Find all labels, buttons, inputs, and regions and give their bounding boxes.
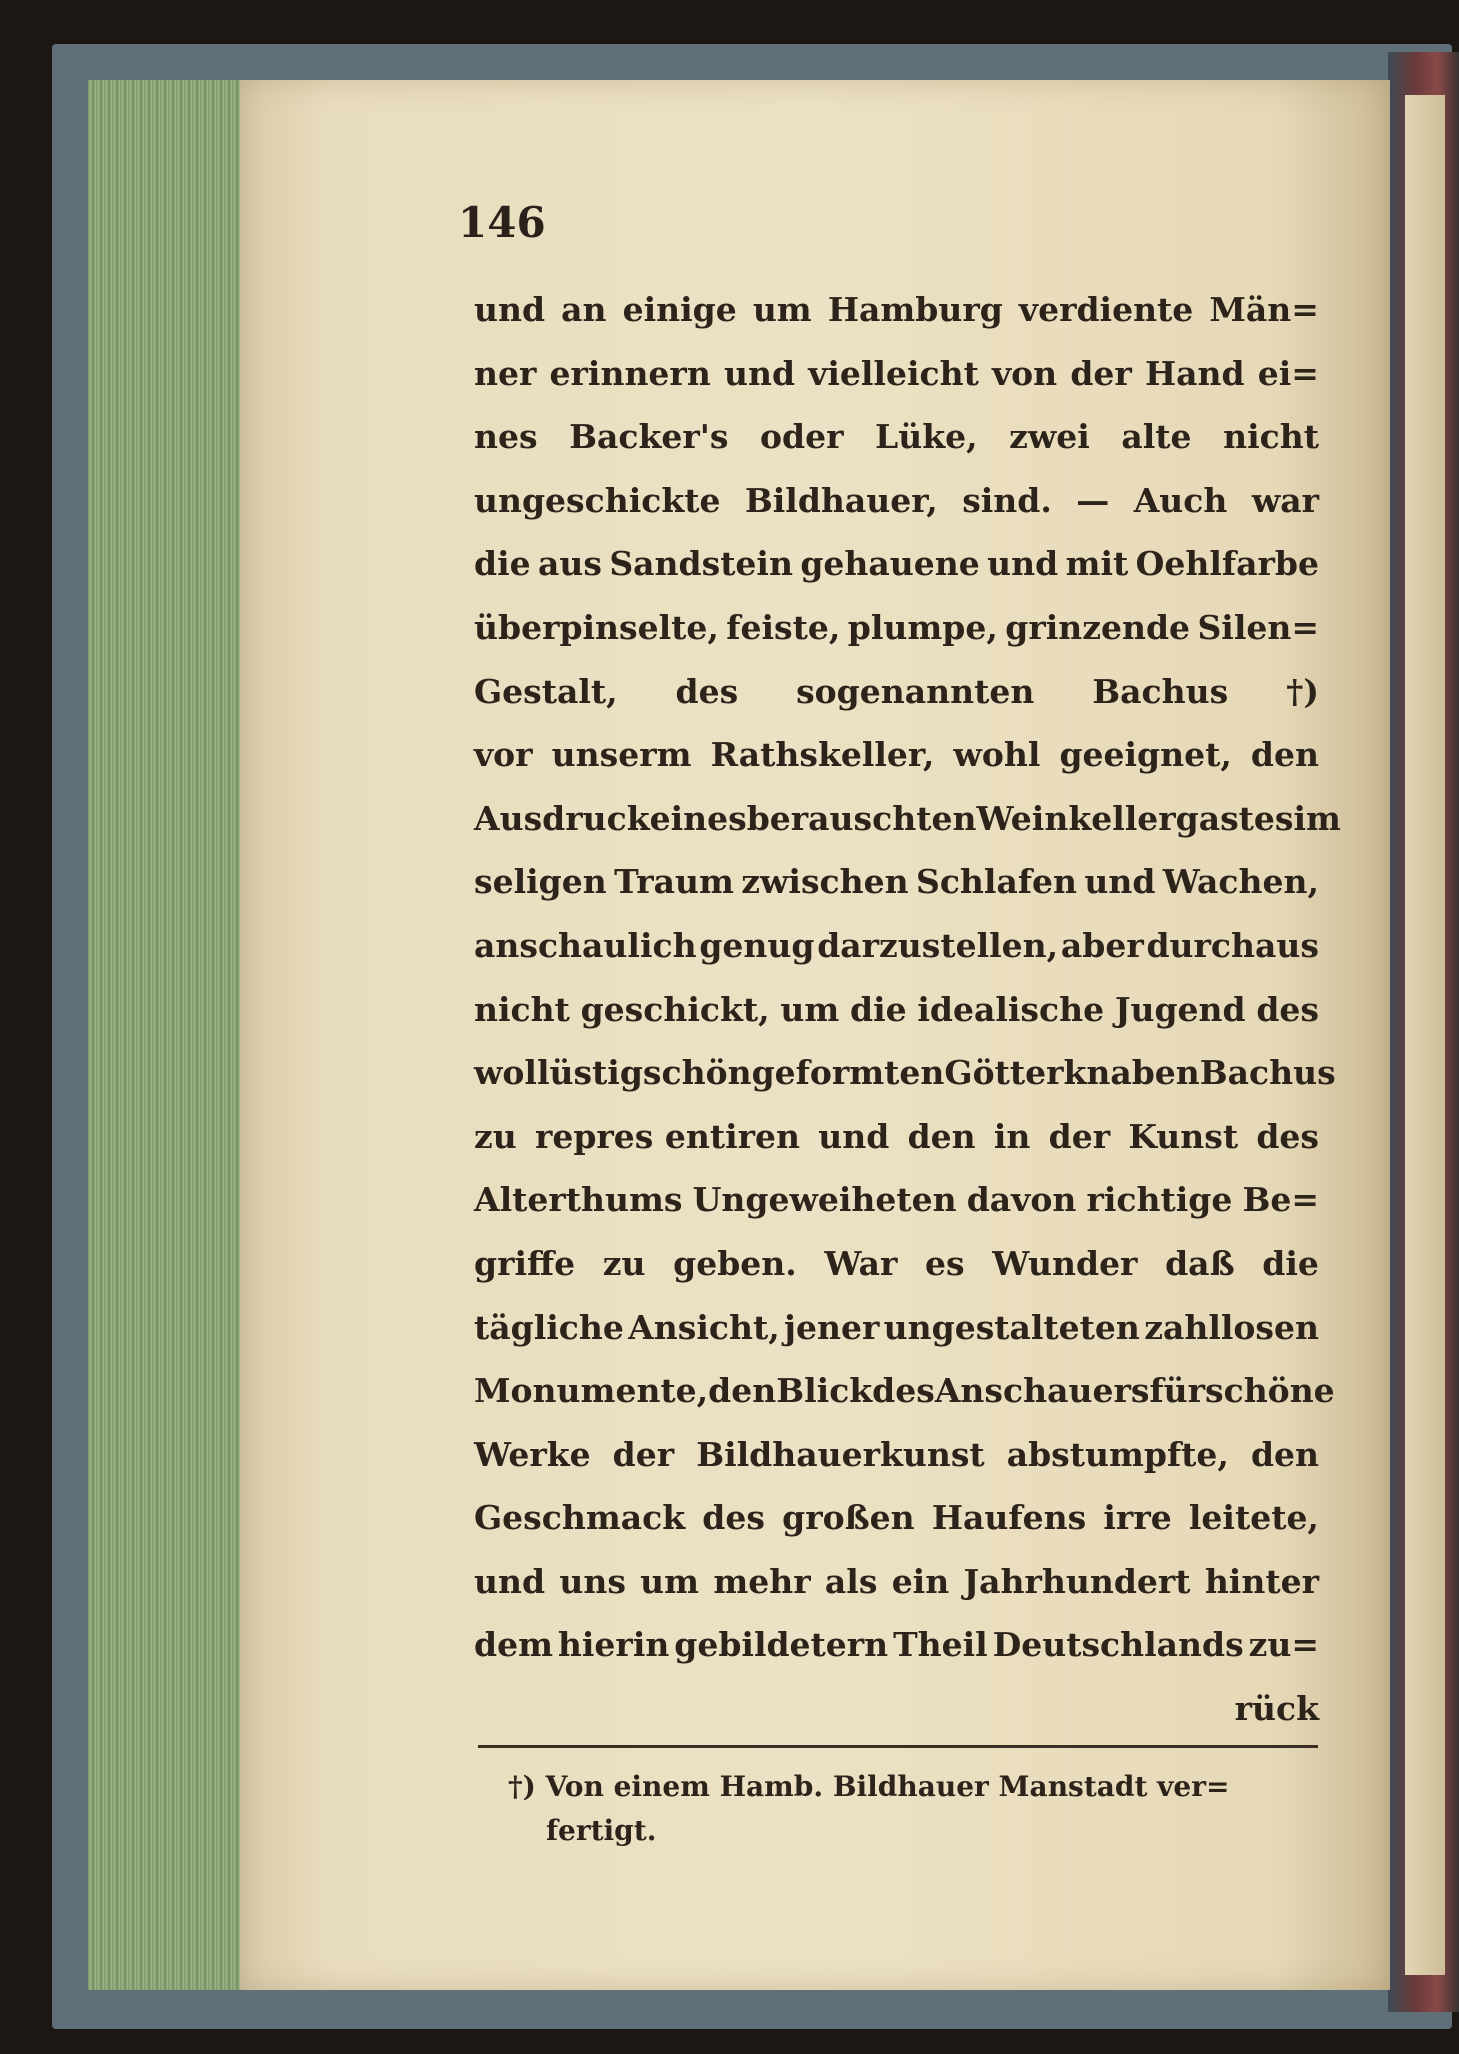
word: Silen= xyxy=(1197,607,1319,647)
word: des xyxy=(1256,1116,1319,1156)
word: Bachus xyxy=(1199,1053,1336,1093)
word: nicht xyxy=(1223,417,1319,457)
word: Blick xyxy=(776,1371,873,1411)
word: überpinselte, xyxy=(474,607,719,647)
word: Män= xyxy=(1209,290,1319,329)
word: geformten xyxy=(751,1053,945,1093)
word: die xyxy=(1262,1243,1319,1283)
catchword-text: rück xyxy=(1234,1689,1319,1729)
word: war xyxy=(1251,480,1319,520)
word: alte xyxy=(1121,417,1192,457)
word: oder xyxy=(760,417,844,457)
word: und xyxy=(987,544,1059,584)
word: vor xyxy=(474,735,533,775)
word: großen xyxy=(782,1498,915,1538)
word: geschickt, xyxy=(580,989,770,1029)
text-line xyxy=(474,608,1319,672)
word: Weinkellergastes xyxy=(976,798,1294,838)
word: Ansicht, xyxy=(628,1307,780,1347)
word: hinter xyxy=(1204,1561,1319,1601)
word: Theil xyxy=(893,1625,988,1665)
word: des xyxy=(872,1371,935,1411)
word: Sandstein xyxy=(609,544,793,584)
word: davon xyxy=(966,1180,1077,1220)
word: eines xyxy=(649,798,747,838)
word: — xyxy=(1076,480,1110,520)
word: anschaulich xyxy=(474,925,697,965)
word: um xyxy=(640,1561,700,1601)
word: den xyxy=(1250,735,1319,775)
word: gebildetern xyxy=(674,1625,889,1665)
word: feiste, xyxy=(726,607,841,647)
word: Haufens xyxy=(931,1498,1087,1538)
word: hierin xyxy=(557,1625,670,1665)
word: uns xyxy=(559,1561,626,1601)
text-line xyxy=(474,544,1319,608)
footnote-line: †) Von einem Hamb. Bildhauer Manstadt ver= xyxy=(508,1770,1230,1803)
word: schöne xyxy=(1205,1371,1335,1411)
word: grinzende xyxy=(1005,607,1191,647)
text-line xyxy=(474,735,1319,799)
text-line xyxy=(474,481,1319,545)
word: und xyxy=(818,1116,890,1156)
word: es xyxy=(925,1243,965,1283)
word: des xyxy=(702,1498,765,1538)
word: Wunder xyxy=(992,1243,1138,1283)
text-line xyxy=(474,672,1319,736)
word: und xyxy=(474,290,546,329)
word: Backer's xyxy=(569,417,729,457)
word: Geschmack xyxy=(474,1498,686,1538)
word: und xyxy=(1084,862,1156,902)
word: wohl xyxy=(953,735,1041,775)
word: leitete, xyxy=(1188,1498,1319,1538)
page-number: 146 xyxy=(458,198,546,247)
text-line xyxy=(474,1371,1335,1435)
word: von xyxy=(991,353,1058,393)
word: berauschten xyxy=(746,798,977,838)
word: zu xyxy=(602,1243,646,1283)
word: Auch xyxy=(1133,480,1228,520)
word: †) xyxy=(1286,671,1319,711)
word: vielleicht xyxy=(808,353,979,393)
facing-page-edge xyxy=(1405,95,1445,1975)
text-line xyxy=(474,290,1319,354)
word: Götterknaben xyxy=(944,1053,1200,1093)
text-line xyxy=(474,1117,1319,1181)
text-line xyxy=(474,926,1319,990)
word: mehr xyxy=(713,1561,811,1601)
text-line xyxy=(474,990,1319,1054)
text-line xyxy=(474,798,1341,863)
word: ungeschickte xyxy=(474,480,721,520)
word: verdiente xyxy=(1018,290,1194,329)
word: Be= xyxy=(1242,1180,1319,1220)
word: zu= xyxy=(1248,1625,1319,1665)
word: geben. xyxy=(673,1243,797,1283)
word: Hand xyxy=(1144,353,1245,393)
body-text xyxy=(474,290,1341,1753)
word: ner xyxy=(474,353,537,393)
word: daß xyxy=(1165,1243,1235,1283)
word: zwei xyxy=(1009,417,1090,457)
word: der xyxy=(1048,1116,1111,1156)
word: des xyxy=(675,671,739,711)
word: als xyxy=(824,1561,878,1601)
word: erinnern xyxy=(549,353,711,393)
word: wollüstig xyxy=(474,1053,643,1093)
word: und xyxy=(723,353,796,393)
page-edges xyxy=(88,80,248,1990)
word: an xyxy=(561,290,607,329)
word: unserm xyxy=(551,735,692,775)
text-line xyxy=(474,862,1319,926)
word: Ungeweiheten xyxy=(692,1180,957,1220)
word: abstumpfte, xyxy=(1006,1434,1229,1474)
word: Alterthums xyxy=(474,1180,683,1220)
word: Ausdruck xyxy=(474,798,650,838)
word: der xyxy=(1070,353,1132,393)
word: jener xyxy=(784,1307,880,1347)
word: seligen xyxy=(474,862,607,902)
word: darzustellen, xyxy=(817,925,1059,965)
word: repres entiren xyxy=(534,1116,801,1156)
word: um xyxy=(780,989,840,1029)
word: zu xyxy=(474,1116,517,1156)
word: für xyxy=(1149,1371,1206,1411)
word: des xyxy=(1256,989,1319,1029)
word: zahllosen xyxy=(1144,1307,1319,1347)
word: ungestalteten xyxy=(883,1307,1140,1347)
text-line xyxy=(474,1435,1319,1499)
word: die xyxy=(474,544,531,584)
word: Kunst xyxy=(1128,1116,1239,1156)
word: Jugend xyxy=(1114,989,1246,1029)
catchword xyxy=(474,1689,1319,1753)
word: Oehlfarbe xyxy=(1135,544,1319,584)
word: Wachen, xyxy=(1162,862,1319,902)
word: dem xyxy=(474,1625,553,1665)
word: sogenannten xyxy=(796,671,1035,711)
text-line xyxy=(474,1498,1319,1562)
word: der xyxy=(612,1434,675,1474)
word: plumpe, xyxy=(847,607,998,647)
text-line xyxy=(474,1180,1319,1244)
word: die xyxy=(850,989,907,1029)
word: einige xyxy=(622,290,737,329)
word: aber xyxy=(1060,925,1144,965)
word: geeignet, xyxy=(1059,735,1232,775)
word: Anschauers xyxy=(934,1371,1150,1411)
word: nicht xyxy=(474,989,570,1029)
word: Lüke, xyxy=(875,417,978,457)
word: und xyxy=(474,1561,546,1601)
word: griffe xyxy=(474,1243,576,1283)
word: ein xyxy=(891,1561,950,1601)
word: gehauene xyxy=(800,544,980,584)
word: Jahrhundert xyxy=(963,1561,1191,1601)
word: im xyxy=(1293,798,1341,838)
word: Werke xyxy=(474,1434,591,1474)
word: den xyxy=(907,1116,976,1156)
word: aus xyxy=(537,544,602,584)
word: idealische xyxy=(917,989,1105,1029)
word: Schlafen xyxy=(915,862,1078,902)
word: richtige xyxy=(1086,1180,1233,1220)
text-line xyxy=(474,1562,1319,1626)
text-line xyxy=(474,354,1319,418)
word: ei= xyxy=(1257,353,1319,393)
word: schön xyxy=(642,1053,752,1093)
text-line xyxy=(474,1308,1319,1372)
text-line xyxy=(474,1053,1336,1117)
word: nes xyxy=(474,417,538,457)
word: mit xyxy=(1065,544,1129,584)
word: genug xyxy=(699,925,815,965)
word: den xyxy=(1250,1434,1319,1474)
word: Bachus xyxy=(1092,671,1229,711)
word: Bildhauer, xyxy=(744,480,938,520)
word: Hamburg xyxy=(827,290,1003,329)
word: Deutschlands xyxy=(992,1625,1244,1665)
word: durchaus xyxy=(1146,925,1319,965)
footnote-line: fertigt. xyxy=(546,1814,657,1847)
word: Monumente, xyxy=(474,1371,709,1411)
word: Traum xyxy=(614,862,734,902)
word: Rathskeller, xyxy=(710,735,935,775)
word: War xyxy=(824,1243,898,1283)
word: Gestalt, xyxy=(474,671,618,711)
word: irre xyxy=(1103,1498,1172,1538)
footnote-rule xyxy=(478,1745,1318,1748)
word: um xyxy=(752,290,812,329)
text-line xyxy=(474,1244,1319,1308)
word: den xyxy=(708,1371,777,1411)
word: in xyxy=(993,1116,1031,1156)
text-line xyxy=(474,417,1319,481)
word: Bildhauerkunst xyxy=(696,1434,985,1474)
word: sind. xyxy=(962,480,1052,520)
footnote xyxy=(508,1765,1318,1853)
text-line xyxy=(474,1625,1319,1689)
word: tägliche xyxy=(474,1307,624,1347)
word: zwischen xyxy=(741,862,909,902)
